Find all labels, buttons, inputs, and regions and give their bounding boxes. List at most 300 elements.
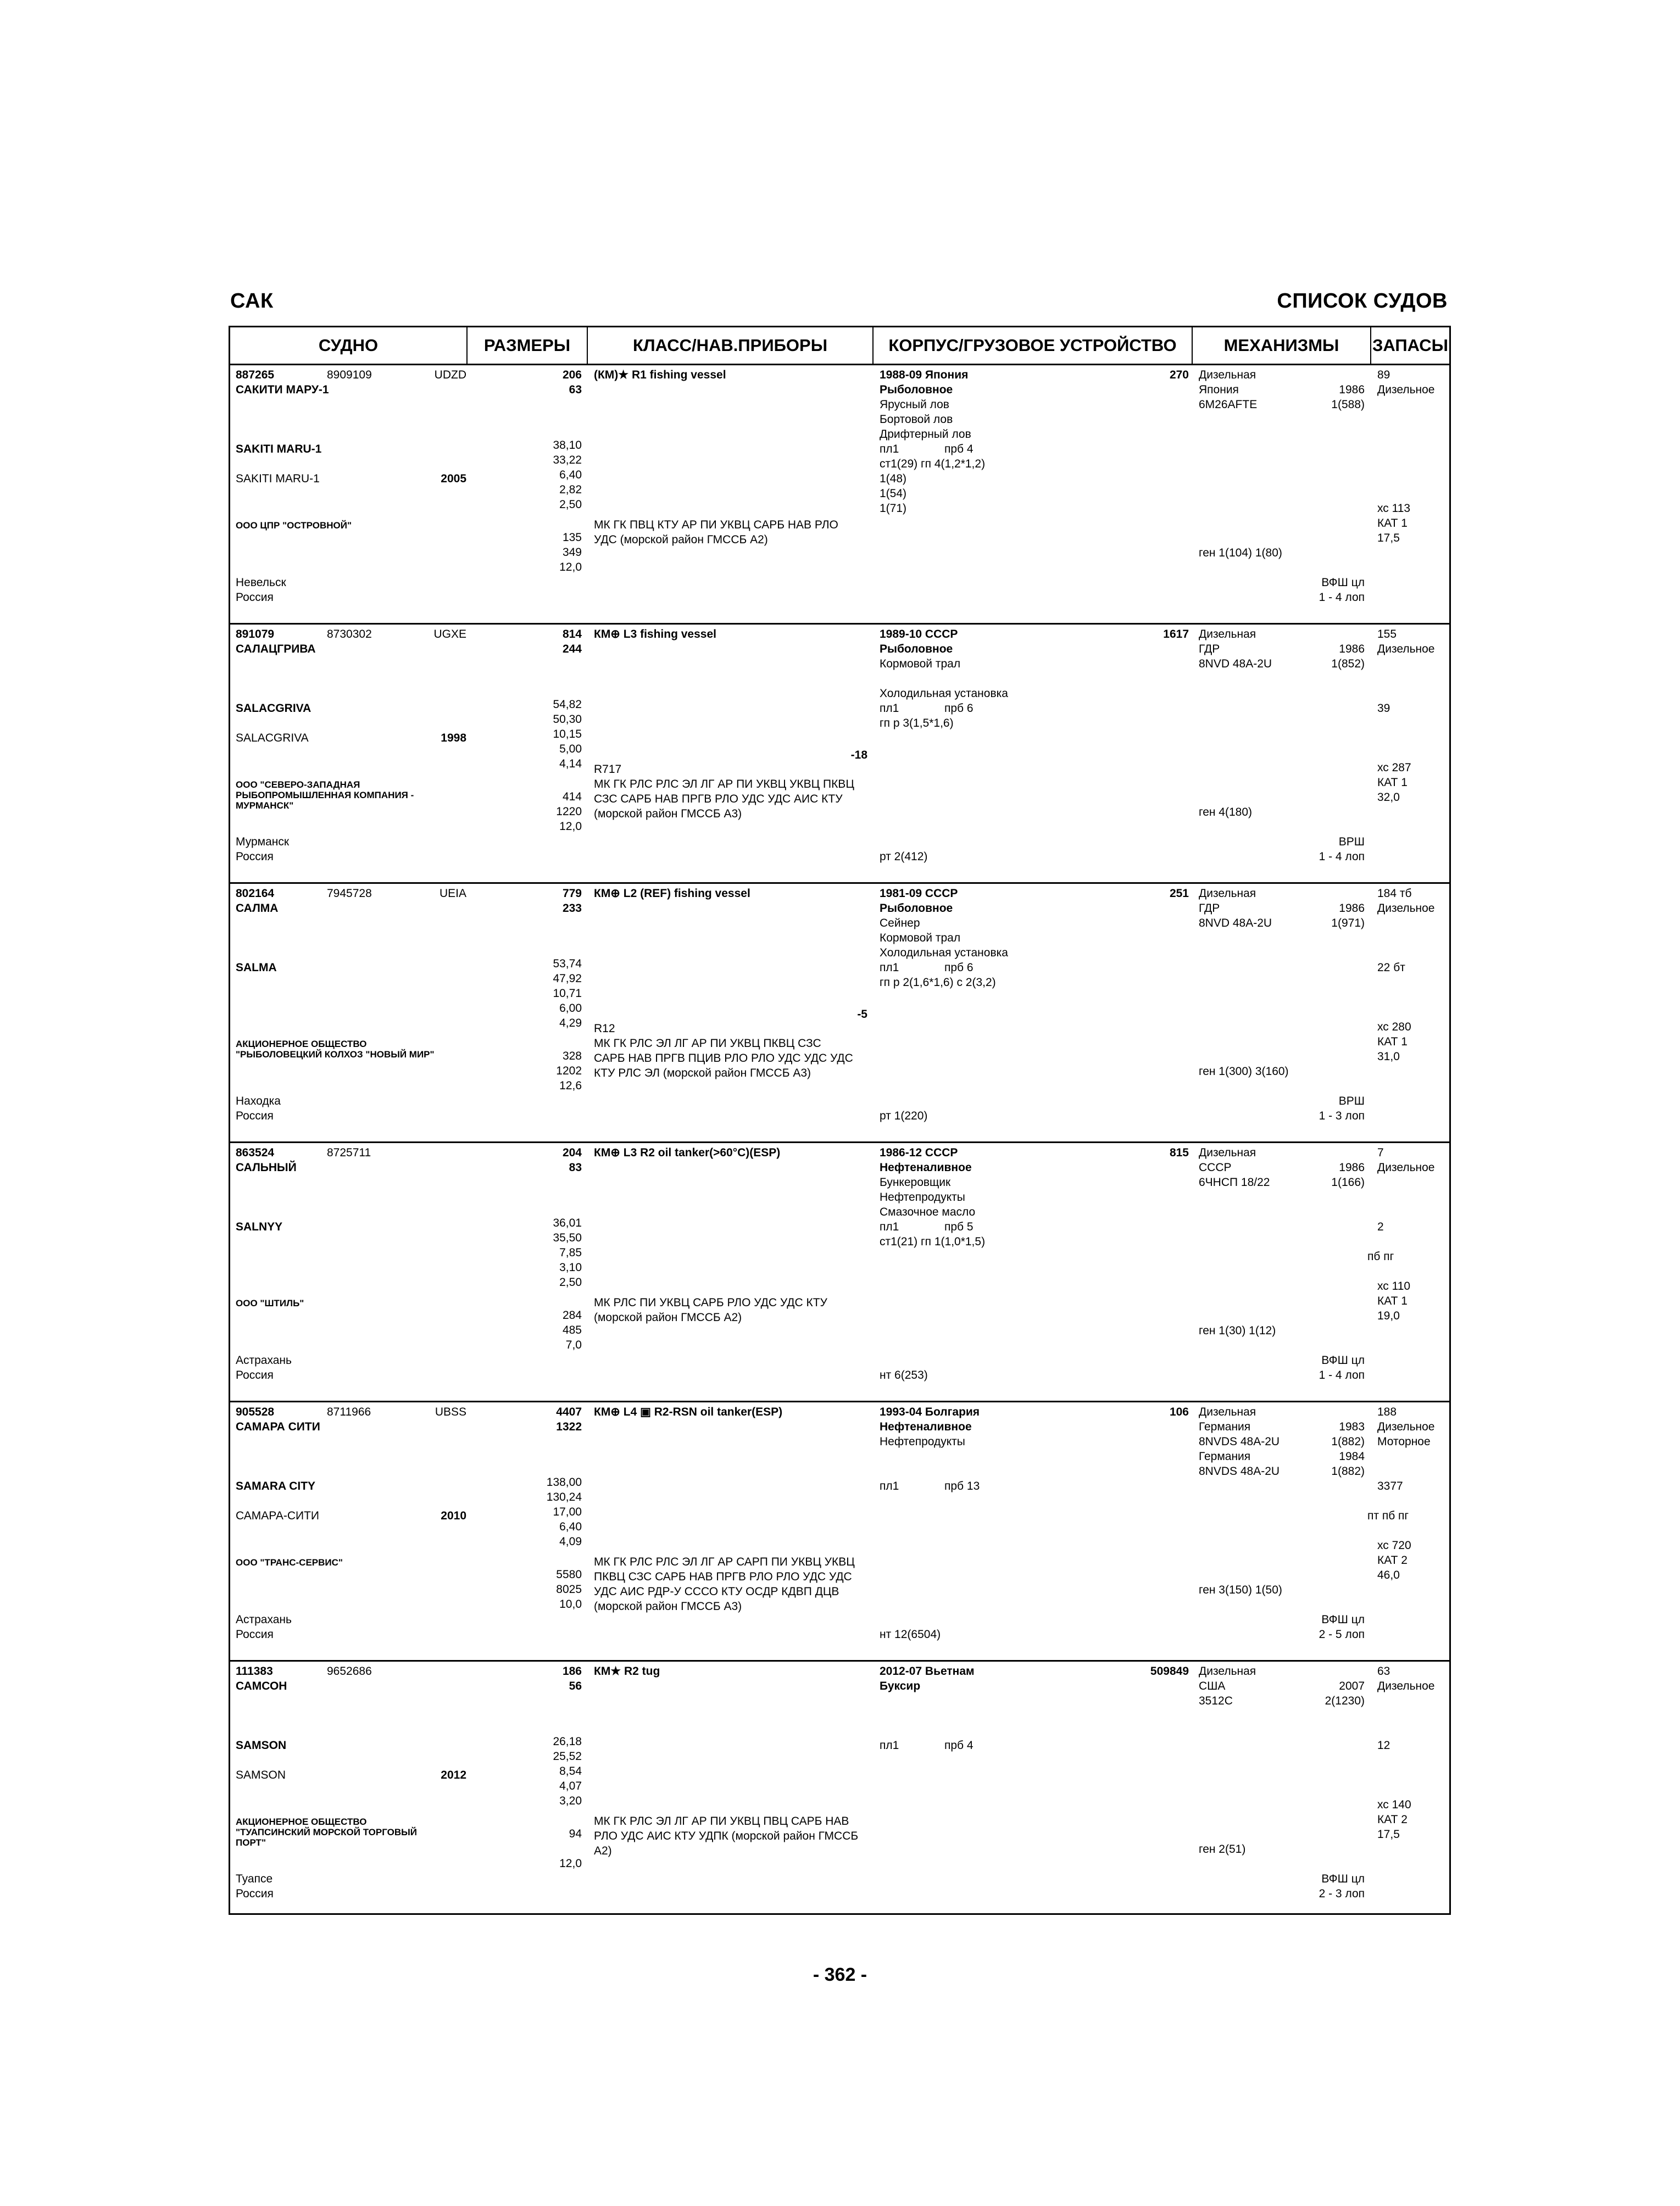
home-port: Астрахань [236,1613,292,1626]
engine-type: Дизельная [1199,369,1256,381]
dimension-value: 6,00 [559,1002,582,1015]
record-divider [230,1401,1449,1402]
engine-origin: 8NVD 48A-2U [1199,917,1272,929]
owner-name: ООО ЦПР "ОСТРОВНОЙ" [236,520,352,531]
autonomy-info: КАТ 2 [1377,1813,1408,1826]
autonomy-info: КАТ 1 [1377,1295,1408,1307]
col-header-hull: КОРПУС/ГРУЗОВОЕ УСТРОЙСТВО [874,327,1193,364]
build-year-country: 2012-07 Вьетнам [880,1665,975,1678]
supply-notes: пт пб пг [1367,1509,1409,1522]
build-number: 815 [1169,1146,1189,1159]
nav-equipment: МК ГК РЛС ЭЛ ЛГ АР ПИ УКВЦ ПКВЦ СЗС [594,1037,821,1050]
dimension-value: 138,00 [546,1476,582,1489]
net-tonnage: 63 [569,383,582,396]
water-supply: 3377 [1377,1480,1403,1492]
autonomy-info: 46,0 [1377,1569,1400,1581]
engine-origin: США [1199,1680,1226,1692]
vessel-record [230,1402,1449,1662]
col-header-vessel: СУДНО [230,327,468,364]
fuel-info: Дизельное [1377,1680,1435,1692]
hold-count: пл1 [880,1221,899,1233]
vessel-name: САЛАЦГРИВА [236,643,316,655]
tank-capacity: рт 2(412) [880,850,928,863]
reg-number: 111383 [236,1665,273,1678]
dimension-value: 6,40 [559,1520,582,1533]
generator-info: ген 4(180) [1199,806,1253,818]
engine-detail: 1986 [1339,643,1365,655]
engine-origin: 8NVDS 48A-2U [1199,1435,1280,1448]
net-tonnage: 83 [569,1161,582,1174]
capacity-value: 8025 [556,1583,582,1596]
vessel-type: Нефтеналивное [880,1161,972,1174]
nav-equipment: СЗС САРБ НАВ ПРГВ РЛО УДС УДС АИС КТУ [594,793,843,805]
nav-equipment: УДС АИС РДР-У СССО КТУ ОСДР КДВП ДЦВ [594,1585,839,1598]
nav-equipment: МК ГК ПВЦ КТУ АР ПИ УКВЦ САРБ НАВ РЛО [594,519,838,531]
owner-name: ПОРТ" [236,1837,266,1848]
hatch-count: прб 6 [944,961,973,974]
page-title: СПИСОК СУДОВ [1277,289,1448,313]
fuel-info: Дизельное [1377,1420,1435,1433]
autonomy-info: хс 110 [1377,1280,1411,1293]
capacity-value: 5580 [556,1568,582,1581]
hatch-count: прб 4 [944,1739,973,1752]
propeller-blades: 1 - 3 лоп [1319,1110,1365,1122]
col-header-class: КЛАСС/НАВ.ПРИБОРЫ [588,327,874,364]
imo-number: 9652686 [327,1665,372,1678]
col-header-machinery: МЕХАНИЗМЫ [1193,327,1371,364]
engine-detail: 1984 [1339,1450,1365,1463]
build-number: 509849 [1150,1665,1189,1678]
hull-feature: Сейнер [880,917,920,929]
capacity-value: 12,0 [559,561,582,573]
record-divider [230,623,1449,625]
former-name: САМАРА-СИТИ [236,1509,319,1522]
engine-type: Дизельная [1199,1665,1256,1678]
propeller-blades: 2 - 5 лоп [1319,1628,1365,1641]
cargo-gear: ст1(29) гп 4(1,2*1,2) [880,458,986,470]
reg-number: 802164 [236,887,275,900]
net-tonnage: 56 [569,1680,582,1692]
autonomy-info: хс 280 [1377,1021,1411,1033]
engine-detail: 1(166) [1331,1176,1365,1189]
tank-capacity: рт 1(220) [880,1110,928,1122]
tank-capacity: нт 12(6504) [880,1628,941,1641]
engine-origin: Япония [1199,383,1239,396]
propeller-type: ВФШ цл [1321,1873,1365,1885]
vessel-record [230,884,1449,1143]
call-sign: UDZD [434,369,466,381]
build-number: 251 [1169,887,1189,900]
dimension-value: 26,18 [553,1735,582,1748]
gross-tonnage: 4407 [556,1406,582,1418]
dimension-value: 25,52 [553,1750,582,1763]
vessel-type: Нефтеналивное [880,1420,972,1433]
gross-tonnage: 206 [562,369,582,381]
capacity-value: 7,0 [565,1339,582,1351]
dimension-value: 4,07 [559,1780,582,1792]
page-number: - 362 - [813,1964,867,1985]
home-port: Мурманск [236,835,290,848]
vessel-type: Рыболовное [880,902,953,915]
record-divider [230,1660,1449,1662]
capacity-value: 12,0 [559,1857,582,1870]
water-supply: 39 [1377,702,1390,715]
dimension-value: 47,92 [553,972,582,985]
engine-type: Дизельная [1199,1146,1256,1159]
radio-prefix: R12 [594,1022,615,1035]
owner-name: АКЦИОНЕРНОЕ ОБЩЕСТВО [236,1039,367,1049]
vessel-name: САЛМА [236,902,279,915]
autonomy-info: КАТ 1 [1377,517,1408,530]
dimension-value: 3,10 [559,1261,582,1274]
flag-country: Россия [236,1110,274,1122]
propeller-blades: 1 - 4 лоп [1319,591,1365,604]
propeller-type: ВФШ цл [1321,576,1365,589]
vessel-record [230,1662,1449,1921]
reg-number: 887265 [236,369,275,381]
record-divider [230,882,1449,884]
capacity-value: 135 [562,531,582,544]
autonomy-info: 32,0 [1377,791,1400,804]
hull-feature: Холодильная установка [880,946,1008,959]
engine-origin: 6ЧНСП 18/22 [1199,1176,1270,1189]
class-notation: КМ⊕ L3 R2 oil tanker(>60°C)(ESP) [594,1146,781,1159]
hatch-count: прб 6 [944,702,973,715]
home-port: Астрахань [236,1354,292,1367]
hull-feature: Кормовой трал [880,658,961,670]
engine-origin: СССР [1199,1161,1232,1174]
dimension-value: 50,30 [553,713,582,726]
capacity-value: 284 [562,1309,582,1322]
section-code: САК [230,289,274,313]
home-port: Невельск [236,576,286,589]
nav-equipment: МК РЛС ПИ УКВЦ САРБ РЛО УДС УДС КТУ [594,1296,827,1309]
capacity-value: 1202 [556,1065,582,1077]
class-notation: КМ⊕ L4 ▣ R2-RSN oil tanker(ESP) [594,1406,783,1418]
dimension-value: 54,82 [553,698,582,711]
fuel-info: 155 [1377,628,1397,640]
fuel-info: Дизельное [1377,1161,1435,1174]
hull-feature: Ярусный лов [880,398,949,411]
home-port: Туапсе [236,1873,273,1885]
owner-name: ООО "ТРАНС-СЕРВИС" [236,1557,343,1568]
fuel-info: Дизельное [1377,902,1435,915]
gross-tonnage: 779 [562,887,582,900]
generator-info: ген 1(30) 1(12) [1199,1324,1276,1337]
nav-equipment: ПКВЦ СЗС САРБ НАВ ПРГВ РЛО РЛО УДС УДС [594,1570,852,1583]
former-name-year: 2010 [441,1509,466,1522]
vessel-name: САМСОН [236,1680,287,1692]
class-notation: КМ⊕ L2 (REF) fishing vessel [594,887,750,900]
call-sign: UGXE [433,628,466,640]
vessel-name: САМАРА СИТИ [236,1420,320,1433]
dimension-value: 3,20 [559,1795,582,1807]
fuel-info: 7 [1377,1146,1384,1159]
reg-number: 863524 [236,1146,275,1159]
autonomy-info: 17,5 [1377,532,1400,544]
capacity-value: 414 [562,790,582,803]
engine-origin: 8NVDS 48A-2U [1199,1465,1280,1478]
engine-detail: 2007 [1339,1680,1365,1692]
build-number: 270 [1169,369,1189,381]
capacity-value: 1220 [556,805,582,818]
nav-equipment: А2) [594,1845,612,1857]
hull-feature: Нефтепродукты [880,1191,965,1204]
call-sign: UBSS [435,1406,466,1418]
engine-type: Дизельная [1199,1406,1256,1418]
hull-feature: Холодильная установка [880,687,1008,700]
dimension-value: 10,71 [553,987,582,1000]
dimension-value: 10,15 [553,728,582,740]
vessel-type: Буксир [880,1680,921,1692]
vessel-name-latin: SAMARA CITY [236,1480,316,1492]
nav-equipment: РЛО УДС АИС КТУ УДПК (морской район ГМССБ [594,1830,859,1842]
autonomy-info: 17,5 [1377,1828,1400,1841]
dimension-value: 7,85 [559,1246,582,1259]
engine-origin: Германия [1199,1450,1251,1463]
vessel-name-latin: SALMA [236,961,277,974]
net-tonnage: 233 [562,902,582,915]
call-sign: UEIA [439,887,466,900]
dimension-value: 17,00 [553,1506,582,1518]
build-number: 1617 [1163,628,1189,640]
nav-equipment: (морской район ГМССБ А3) [594,807,742,820]
dimension-value: 36,01 [553,1217,582,1229]
nav-equipment: МК ГК РЛС РЛС ЭЛ ЛГ АР ПИ УКВЦ УКВЦ ПКВЦ [594,778,854,790]
owner-name: "ТУАПСИНСКИЙ МОРСКОЙ ТОРГОВЫЙ [236,1827,418,1837]
dimension-value: 8,54 [559,1765,582,1778]
dimension-value: 6,40 [559,469,582,481]
cargo-gear: 1(48) [880,472,907,485]
hull-feature: Дрифтерный лов [880,428,971,441]
vessel-name-latin: SALACGRIVA [236,702,311,715]
dimension-value: 2,50 [559,1276,582,1289]
net-tonnage: 244 [562,643,582,655]
gross-tonnage: 204 [562,1146,582,1159]
vessel-name: САЛЬНЫЙ [236,1161,297,1174]
propeller-type: ВФШ цл [1321,1613,1365,1626]
engine-detail: 2(1230) [1325,1695,1365,1707]
vessel-name-latin: SAKITI MARU-1 [236,443,322,455]
reg-number: 891079 [236,628,275,640]
class-notation: КМ★ R2 tug [594,1665,660,1678]
fuel-info: 63 [1377,1665,1390,1678]
autonomy-info: хс 140 [1377,1798,1411,1811]
vessel-name: САКИТИ МАРУ-1 [236,383,329,396]
propeller-blades: 1 - 4 лоп [1319,850,1365,863]
cargo-gear: ст1(21) гп 1(1,0*1,5) [880,1235,986,1248]
propeller-blades: 2 - 3 лоп [1319,1887,1365,1900]
engine-detail: 1983 [1339,1420,1365,1433]
nav-equipment: (морской район ГМССБ А2) [594,1311,742,1324]
nav-equipment: МК ГК РЛС ЭЛ ЛГ АР ПИ УКВЦ ПВЦ САРБ НАВ [594,1815,849,1828]
capacity-value: 94 [569,1828,582,1840]
hull-feature: Смазочное масло [880,1206,976,1218]
autonomy-info: КАТ 1 [1377,1035,1408,1048]
former-name-year: 2005 [441,472,466,485]
capacity-value: 485 [562,1324,582,1336]
fuel-info: Дизельное [1377,383,1435,396]
engine-detail: 1(882) [1331,1465,1365,1478]
nav-equipment: (морской район ГМССБ А3) [594,1600,742,1613]
cargo-gear: гп р 3(1,5*1,6) [880,717,954,729]
build-year-country: 1981-09 СССР [880,887,958,900]
engine-detail: 1(882) [1331,1435,1365,1448]
record-divider [230,1141,1449,1143]
imo-number: 8725711 [327,1146,371,1159]
cargo-gear: гп р 2(1,6*1,6) с 2(3,2) [880,976,996,989]
hold-count: пл1 [880,1480,899,1492]
owner-name: "РЫБОЛОВЕЦКИЙ КОЛХОЗ "НОВЫЙ МИР" [236,1049,435,1060]
vessel-record [230,625,1449,884]
former-name: SAMSON [236,1769,286,1781]
imo-number: 8730302 [327,628,372,640]
dimension-value: 2,50 [559,498,582,511]
dimension-value: 53,74 [553,957,582,970]
vessel-table [229,326,1451,1915]
nav-equipment: КТУ РЛС ЭЛ (морской район ГМССБ А3) [594,1067,811,1079]
home-port: Находка [236,1095,281,1107]
imo-number: 8909109 [327,369,372,381]
ice-note: -18 [850,749,867,761]
engine-origin: Германия [1199,1420,1251,1433]
owner-name: ООО "ШТИЛЬ" [236,1298,304,1308]
tank-capacity: нт 6(253) [880,1369,928,1381]
vessel-record [230,1143,1449,1402]
fuel-info: 89 [1377,369,1390,381]
fuel-info: Дизельное [1377,643,1435,655]
dimension-value: 4,29 [559,1017,582,1029]
flag-country: Россия [236,591,274,604]
vessel-record [230,365,1449,625]
former-name-year: 2012 [441,1769,466,1781]
hold-count: пл1 [880,702,899,715]
dimension-value: 33,22 [553,454,582,466]
generator-info: ген 1(104) 1(80) [1199,547,1282,559]
cargo-gear: 1(54) [880,487,907,500]
engine-origin: ГДР [1199,902,1220,915]
dimension-value: 4,14 [559,757,582,770]
former-name: SAKITI MARU-1 [236,472,320,485]
build-year-country: 1988-09 Япония [880,369,969,381]
autonomy-info: хс 113 [1377,502,1411,515]
flag-country: Россия [236,850,274,863]
dimension-value: 2,82 [559,483,582,496]
owner-name: МУРМАНСК" [236,800,294,811]
hull-feature: Кормовой трал [880,932,961,944]
generator-info: ген 1(300) 3(160) [1199,1065,1289,1078]
dimension-value: 35,50 [553,1232,582,1244]
generator-info: ген 3(150) 1(50) [1199,1584,1282,1596]
autonomy-info: хс 287 [1377,761,1411,774]
imo-number: 7945728 [327,887,372,900]
autonomy-info: 31,0 [1377,1050,1400,1063]
engine-detail: 1(852) [1331,658,1365,670]
engine-type: Дизельная [1199,628,1256,640]
dimension-value: 38,10 [553,439,582,452]
propeller-type: ВРШ [1338,1095,1365,1107]
propeller-blades: 1 - 4 лоп [1319,1369,1365,1381]
build-year-country: 1986-12 СССР [880,1146,958,1159]
engine-detail: 1986 [1339,902,1365,915]
autonomy-info: КАТ 2 [1377,1554,1408,1567]
engine-origin: ГДР [1199,643,1220,655]
col-header-dimensions: РАЗМЕРЫ [468,327,588,364]
fuel-info: Моторное [1377,1435,1431,1448]
ice-note: -5 [857,1008,867,1021]
water-supply: 12 [1377,1739,1390,1752]
supply-notes: пб пг [1367,1250,1394,1263]
net-tonnage: 1322 [556,1420,582,1433]
vessel-type: Рыболовное [880,643,953,655]
hold-count: пл1 [880,443,899,455]
owner-name: РЫБОПРОМЫШЛЕННАЯ КОМПАНИЯ - [236,790,414,800]
class-notation: (КМ)★ R1 fishing vessel [594,369,726,381]
capacity-value: 349 [562,546,582,559]
hold-count: пл1 [880,1739,899,1752]
build-year-country: 1989-10 СССР [880,628,958,640]
nav-equipment: САРБ НАВ ПРГВ ПЦИВ РЛО РЛО УДС УДС УДС [594,1052,853,1065]
capacity-value: 12,6 [559,1079,582,1092]
engine-origin: 6M26AFTE [1199,398,1258,411]
vessel-name-latin: SAMSON [236,1739,287,1752]
generator-info: ген 2(51) [1199,1843,1246,1856]
engine-detail: 1(971) [1331,917,1365,929]
hull-feature: Бункеровщик [880,1176,951,1189]
dimension-value: 5,00 [559,743,582,755]
gross-tonnage: 814 [562,628,582,640]
engine-detail: 1(588) [1331,398,1365,411]
vessel-type: Рыболовное [880,383,953,396]
former-name-year: 1998 [441,732,466,744]
dimension-value: 4,09 [559,1535,582,1548]
col-header-supplies: ЗАПАСЫ [1372,336,1449,355]
water-supply: 2 [1377,1221,1384,1233]
autonomy-info: КАТ 1 [1377,776,1408,789]
reg-number: 905528 [236,1406,275,1418]
gross-tonnage: 186 [562,1665,582,1678]
propeller-type: ВФШ цл [1321,1354,1365,1367]
hatch-count: прб 13 [944,1480,980,1492]
engine-origin: 3512C [1199,1695,1233,1707]
propeller-type: ВРШ [1338,835,1365,848]
flag-country: Россия [236,1887,274,1900]
owner-name: АКЦИОНЕРНОЕ ОБЩЕСТВО [236,1817,367,1827]
capacity-value: 328 [562,1050,582,1062]
cargo-gear: 1(71) [880,502,907,515]
imo-number: 8711966 [327,1406,371,1418]
build-year-country: 1993-04 Болгария [880,1406,980,1418]
hold-count: пл1 [880,961,899,974]
vessel-name-latin: SALNYY [236,1221,283,1233]
water-supply: 22 бт [1377,961,1405,974]
build-number: 106 [1169,1406,1189,1418]
autonomy-info: хс 720 [1377,1539,1411,1552]
capacity-value: 12,0 [559,820,582,833]
class-notation: КМ⊕ L3 fishing vessel [594,628,716,640]
owner-name: ООО "СЕВЕРО-ЗАПАДНАЯ [236,779,360,790]
nav-equipment: МК ГК РЛС РЛС ЭЛ ЛГ АР САРП ПИ УКВЦ УКВЦ [594,1556,855,1568]
flag-country: Россия [236,1628,274,1641]
radio-prefix: R717 [594,763,622,776]
engine-type: Дизельная [1199,887,1256,900]
flag-country: Россия [236,1369,274,1381]
fuel-info: 188 [1377,1406,1397,1418]
fuel-info: 184 тб [1377,887,1412,900]
nav-equipment: УДС (морской район ГМССБ А2) [594,533,768,546]
former-name: SALACGRIVA [236,732,309,744]
hull-feature: Бортовой лов [880,413,953,426]
